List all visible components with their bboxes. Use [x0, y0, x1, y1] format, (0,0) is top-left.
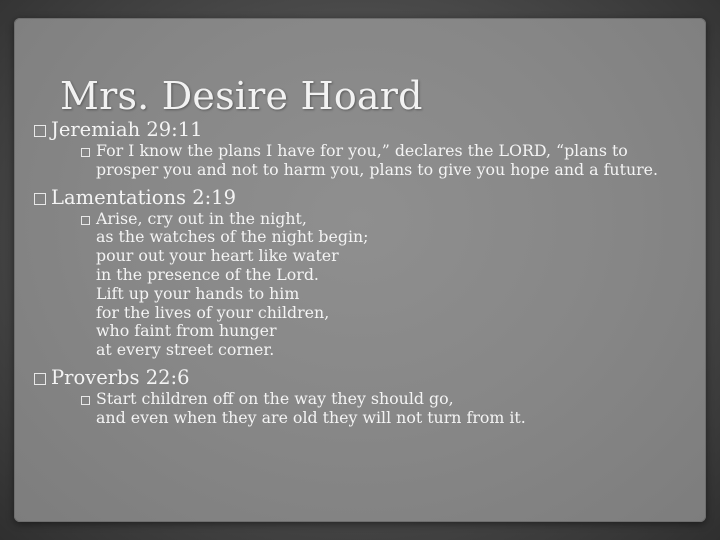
heading-text: Jeremiah 29:11 — [51, 118, 203, 141]
section-lamentations — [34, 186, 684, 360]
verse-text: Arise, cry out in the night, as the watches of the night begin; pour out your heart like water in the presence of the Lord. Lift up your hands to him for the lives of your children, who faint from hunger at every street corner. — [96, 208, 369, 360]
verse-text: For I know the plans I have for you,” declares the LORD, “plans to prosper you and not to harm you, plans to give you hope and a future. — [96, 141, 659, 179]
verse-item — [81, 210, 684, 360]
square-bullet-icon — [81, 216, 90, 225]
slide-content — [34, 118, 684, 428]
square-bullet-icon — [34, 193, 46, 205]
section-heading — [34, 186, 684, 210]
heading-text: Proverbs 22:6 — [51, 365, 190, 389]
square-bullet-icon — [81, 148, 90, 157]
section-jeremiah — [34, 118, 684, 180]
section-heading — [34, 118, 684, 142]
verse-item — [81, 390, 684, 428]
verse-text: Start children off on the way they should go, and even when they are old they will not turn from it. — [96, 388, 526, 427]
verse-item — [81, 142, 684, 180]
square-bullet-icon — [81, 396, 90, 405]
section-heading — [34, 366, 684, 390]
heading-text: Lamentations 2:19 — [51, 185, 236, 209]
section-proverbs — [34, 366, 684, 428]
square-bullet-icon — [34, 125, 46, 137]
square-bullet-icon — [34, 373, 46, 385]
slide-title: Mrs. Desire Hoard — [60, 74, 423, 118]
